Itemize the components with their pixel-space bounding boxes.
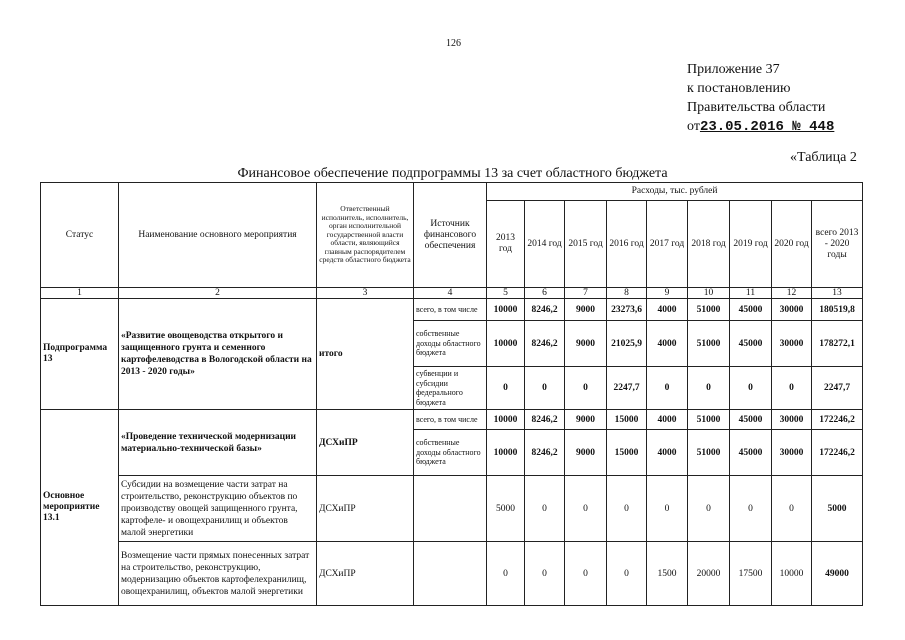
- row-source-empty: [414, 476, 487, 542]
- row-status: Подпрограмма 13: [41, 299, 119, 410]
- table-cell: 20000: [688, 542, 730, 606]
- col-number: 5: [487, 288, 525, 299]
- table-cell: 0: [772, 367, 812, 410]
- appendix-date-prefix: от: [687, 119, 700, 134]
- table-cell: 8246,2: [525, 299, 565, 321]
- table-cell: 51000: [688, 299, 730, 321]
- table-cell: 10000: [487, 321, 525, 367]
- table-cell: 4000: [647, 410, 688, 430]
- table-cell: 9000: [565, 430, 607, 476]
- table-cell: 1500: [647, 542, 688, 606]
- header-status: Статус: [41, 183, 119, 288]
- appendix-date: 23.05.2016 № 448: [699, 119, 835, 135]
- row-name: «Развитие овощеводства открытого и защищенного грунта и семенного картофелеводства в Вологодской области на 2013 - 2020 годы»: [119, 299, 317, 410]
- col-number: 11: [730, 288, 772, 299]
- table-cell: 0: [772, 476, 812, 542]
- table-cell: 178272,1: [812, 321, 863, 367]
- col-number: 13: [812, 288, 863, 299]
- col-number: 3: [317, 288, 414, 299]
- table-cell: 0: [525, 476, 565, 542]
- table-cell: 4000: [647, 299, 688, 321]
- row-responsible: ДСХиПР: [317, 542, 414, 606]
- table-row: [41, 542, 863, 606]
- table-cell: 0: [565, 476, 607, 542]
- header-year: 2013 год: [487, 201, 525, 288]
- finance-table: [40, 182, 863, 606]
- table-cell: 0: [565, 542, 607, 606]
- row-source: всего, в том числе: [414, 410, 487, 430]
- table-cell: 9000: [565, 410, 607, 430]
- table-cell: 0: [607, 476, 647, 542]
- table-cell: 0: [607, 542, 647, 606]
- header-year: 2014 год: [525, 201, 565, 288]
- header-responsible: Ответственный исполнитель, исполнитель, орган исполнительной государственной власти области, являющийся главным распорядителем средств областного бюджета: [317, 183, 414, 288]
- col-number: 7: [565, 288, 607, 299]
- table-cell: 10000: [487, 410, 525, 430]
- table-cell: 4000: [647, 430, 688, 476]
- row-source: всего, в том числе: [414, 299, 487, 321]
- header-name: Наименование основного мероприятия: [119, 183, 317, 288]
- table-cell: 49000: [812, 542, 863, 606]
- header-year: 2017 год: [647, 201, 688, 288]
- table-cell: 8246,2: [525, 410, 565, 430]
- table-cell: 4000: [647, 321, 688, 367]
- appendix-date-line: [687, 117, 834, 137]
- table-cell: 0: [487, 542, 525, 606]
- table-cell: 21025,9: [607, 321, 647, 367]
- document-title: Финансовое обеспечение подпрограммы 13 за счет областного бюджета: [237, 166, 668, 181]
- table-cell: 0: [730, 367, 772, 410]
- table-cell: 172246,2: [812, 410, 863, 430]
- table-cell: 0: [688, 367, 730, 410]
- table-cell: 30000: [772, 299, 812, 321]
- header-year: 2020 год: [772, 201, 812, 288]
- table-cell: 10000: [487, 299, 525, 321]
- table-cell: 9000: [565, 299, 607, 321]
- table-cell: 8246,2: [525, 430, 565, 476]
- table-row: [41, 476, 863, 542]
- table-cell: 45000: [730, 430, 772, 476]
- table-row: [41, 299, 863, 321]
- table-cell: 15000: [607, 410, 647, 430]
- header-year: 2018 год: [688, 201, 730, 288]
- appendix-line-2: к постановлению: [687, 81, 791, 96]
- col-number: 9: [647, 288, 688, 299]
- table-cell: 30000: [772, 321, 812, 367]
- appendix-block: [687, 60, 834, 137]
- table-cell: 172246,2: [812, 430, 863, 476]
- header-year: 2019 год: [730, 201, 772, 288]
- table-cell: 51000: [688, 430, 730, 476]
- table-cell: 2247,7: [812, 367, 863, 410]
- table-cell: 0: [647, 367, 688, 410]
- table-cell: 0: [525, 367, 565, 410]
- table-cell: 45000: [730, 321, 772, 367]
- table-cell: 5000: [812, 476, 863, 542]
- row-source: собственные доходы областного бюджета: [414, 321, 487, 367]
- row-source-empty: [414, 542, 487, 606]
- table-cell: 45000: [730, 410, 772, 430]
- table-cell: 0: [487, 367, 525, 410]
- page-number: 126: [446, 38, 461, 49]
- table-cell: 5000: [487, 476, 525, 542]
- table-cell: 0: [730, 476, 772, 542]
- row-name: Возмещение части прямых понесенных затрат на строительство, реконструкцию, модернизацию объектов картофелехранилищ, овощехранилищ, объектов малой энергетики: [119, 542, 317, 606]
- table-cell: 2247,7: [607, 367, 647, 410]
- table-row: [41, 410, 863, 430]
- col-number: 6: [525, 288, 565, 299]
- col-number: 1: [41, 288, 119, 299]
- appendix-line-1: Приложение 37: [687, 62, 780, 77]
- table-cell: 10000: [487, 430, 525, 476]
- row-status: Основное мероприятие 13.1: [41, 410, 119, 606]
- col-number: 4: [414, 288, 487, 299]
- table-cell: 9000: [565, 321, 607, 367]
- col-number: 12: [772, 288, 812, 299]
- row-source: субвенции и субсидии федерального бюджета: [414, 367, 487, 410]
- header-expenses: Расходы, тыс. рублей: [487, 183, 863, 201]
- row-responsible: ДСХиПР: [317, 476, 414, 542]
- header-year: 2015 год: [565, 201, 607, 288]
- col-number: 2: [119, 288, 317, 299]
- header-year: 2016 год: [607, 201, 647, 288]
- table-cell: 51000: [688, 410, 730, 430]
- header-total: всего 2013 - 2020 годы: [812, 201, 863, 288]
- table-cell: 10000: [772, 542, 812, 606]
- row-source: собственные доходы областного бюджета: [414, 430, 487, 476]
- table-cell: 51000: [688, 321, 730, 367]
- table-cell: 0: [688, 476, 730, 542]
- col-number: 10: [688, 288, 730, 299]
- table-cell: 45000: [730, 299, 772, 321]
- table-cell: 17500: [730, 542, 772, 606]
- appendix-line-3: Правительства области: [687, 100, 826, 115]
- header-source: Источник финансового обеспечения: [414, 183, 487, 288]
- table-cell: 0: [525, 542, 565, 606]
- row-name: «Проведение технической модернизации материально-технической базы»: [119, 410, 317, 476]
- col-number: 8: [607, 288, 647, 299]
- row-responsible: ДСХиПР: [317, 410, 414, 476]
- table-cell: 30000: [772, 410, 812, 430]
- table-cell: 8246,2: [525, 321, 565, 367]
- table-cell: 180519,8: [812, 299, 863, 321]
- table-label: «Таблица 2: [790, 150, 857, 165]
- table-cell: 0: [647, 476, 688, 542]
- table-cell: 30000: [772, 430, 812, 476]
- table-cell: 15000: [607, 430, 647, 476]
- column-numbers-row: [41, 288, 863, 299]
- row-responsible: итого: [317, 299, 414, 410]
- table-cell: 0: [565, 367, 607, 410]
- table-cell: 23273,6: [607, 299, 647, 321]
- row-name: Субсидии на возмещение части затрат на строительство, реконструкцию объектов по производству овощей защищенного грунта, картофеле- и овощехранилищ и объектов малой энергетики: [119, 476, 317, 542]
